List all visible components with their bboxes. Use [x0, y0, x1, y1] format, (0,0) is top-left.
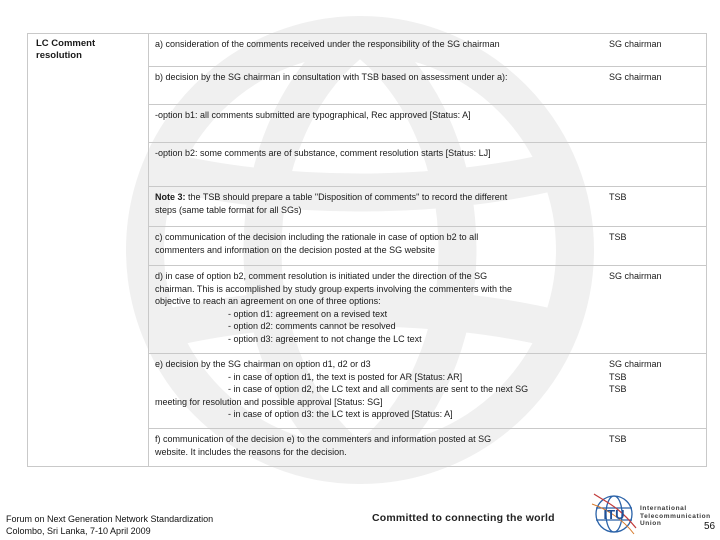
- itu-name: International Telecommunication Union: [640, 505, 711, 527]
- row-label-cell: [28, 143, 149, 187]
- itu-logo-icon: [588, 488, 640, 536]
- responsible-cell: TSB: [603, 227, 707, 266]
- note-label: Note 3:: [155, 192, 186, 202]
- action-cell: b) decision by the SG chairman in consultation with TSB based on assessment under a):: [149, 67, 604, 105]
- action-cell: f) communication of the decision e) to the commenters and information posted at SG website. It includes the reasons for the decision.: [149, 429, 604, 467]
- action-cell: a) consideration of the comments received under the responsibility of the SG chairman: [149, 34, 604, 67]
- row-label-cell: [28, 105, 149, 143]
- action-cell: d) in case of option b2, comment resolution is initiated under the direction of the SG chairman. This is accomplished by study group experts involving the commenters with the objective to reach an agreement on one of three options: - option d1: agreement on a revised text - option d2: comments cannot be resolved - option d3: agreement to not change the LC text: [149, 266, 604, 354]
- table-row: [28, 143, 707, 187]
- table-row: [28, 429, 707, 467]
- itu-logo-text: ITU: [603, 507, 625, 522]
- row-label-cell: [28, 354, 149, 429]
- event-footer: [6, 513, 213, 537]
- table-row: [28, 67, 707, 105]
- row-label-cell: [28, 187, 149, 227]
- tagline: Committed to connecting the world: [372, 512, 555, 524]
- table-row: [28, 187, 707, 227]
- action-cell: c) communication of the decision including the rationale in case of option b2 to all commenters and information on the decision posted at the SG website: [149, 227, 604, 266]
- responsible-cell: SG chairman: [603, 34, 707, 67]
- event-place: Colombo, Sri Lanka, 7-10 April 2009: [6, 526, 151, 536]
- responsible-cell: SG chairman: [603, 266, 707, 354]
- responsible-cell: TSB: [603, 429, 707, 467]
- responsible-cell: [603, 105, 707, 143]
- responsible-cell: TSB: [603, 187, 707, 227]
- responsible-cell: SG chairman: [603, 67, 707, 105]
- table-row: [28, 105, 707, 143]
- lc-comment-resolution-table: [27, 33, 707, 467]
- row-label-cell: [28, 34, 149, 67]
- responsible-cell: [603, 143, 707, 187]
- responsible-cell: SG chairman TSB TSB: [603, 354, 707, 429]
- event-title: Forum on Next Generation Network Standardization: [6, 514, 214, 524]
- action-cell: -option b2: some comments are of substance, comment resolution starts [Status: LJ]: [149, 143, 604, 187]
- action-cell: Note 3: the TSB should prepare a table "Disposition of comments" to record the different steps (same table format for all SGs): [149, 187, 604, 227]
- row-label-cell: [28, 429, 149, 467]
- action-cell: e) decision by the SG chairman on option d1, d2 or d3 - in case of option d1, the text is posted for AR [Status: AR] - in case of option d2, the LC text and all comments are sent to the next SG meeting for resolution and possible approval [Status: SG] - in case of option d3: the LC text is approved [Status: A]: [149, 354, 604, 429]
- table-row: [28, 354, 707, 429]
- row-label-cell: [28, 67, 149, 105]
- row-label-cell: [28, 266, 149, 354]
- action-cell: -option b1: all comments submitted are typographical, Rec approved [Status: A]: [149, 105, 604, 143]
- page-number: 56: [704, 521, 716, 532]
- row-label: LC Comment resolution: [36, 38, 96, 61]
- row-label-cell: [28, 227, 149, 266]
- table-row: [28, 266, 707, 354]
- table-row: [28, 227, 707, 266]
- table-row: [28, 34, 707, 67]
